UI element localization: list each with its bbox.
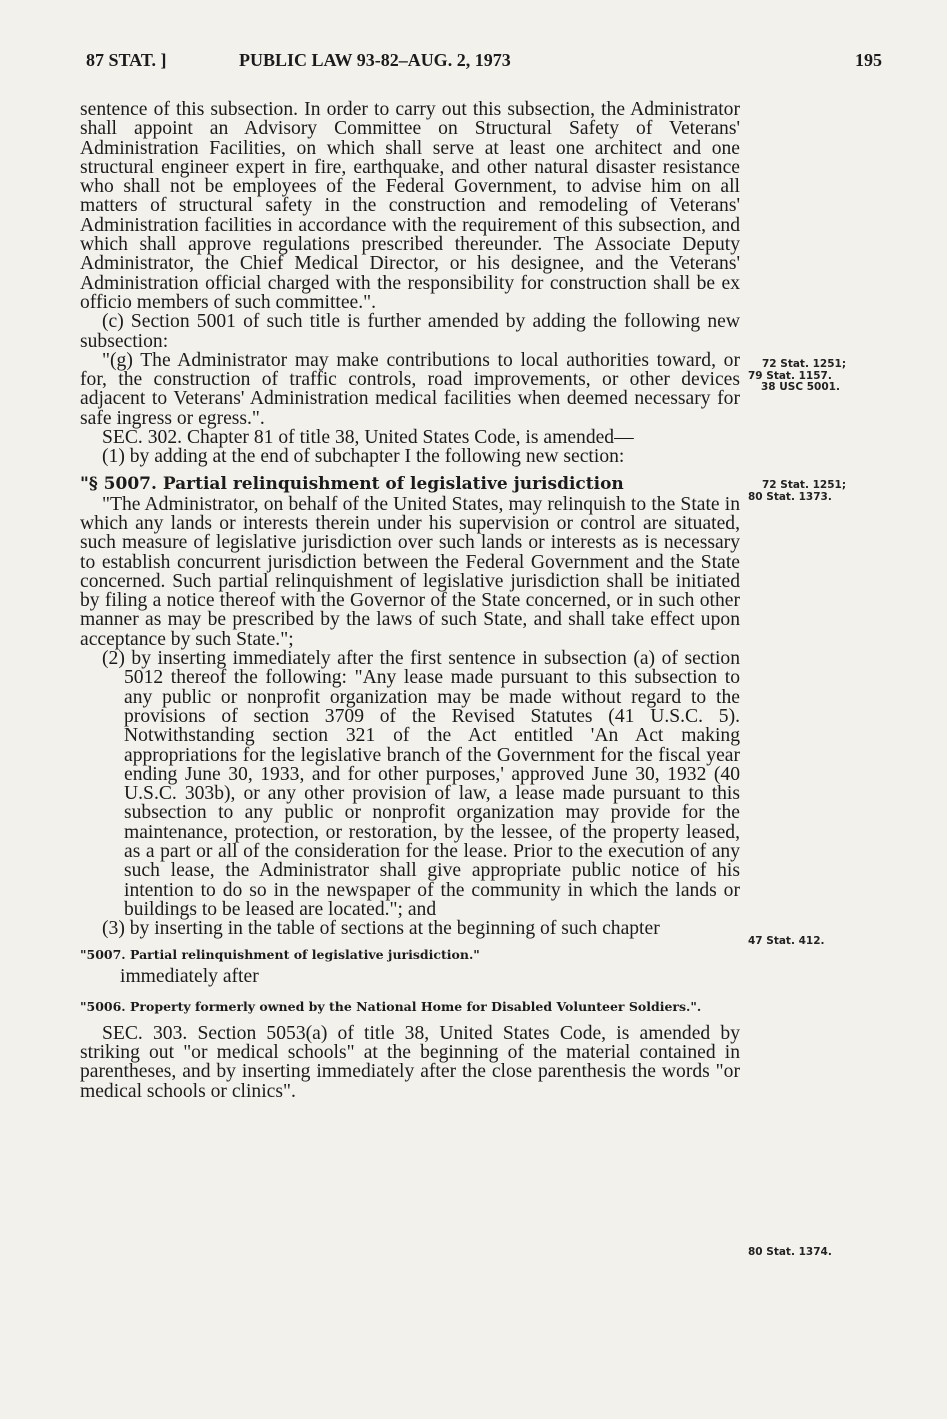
paragraph-sec-303 — [80, 1024, 740, 1101]
header-title: PUBLIC LAW 93-82–AUG. 2, 1973 — [239, 50, 511, 70]
sec-302-text: Chapter 81 of title 38, United States Code, is amended— — [186, 427, 634, 449]
paragraph-item-2: (2) by inserting immediately after the first sentence in subsection (a) of section 5012 thereof the following: "Any lease made pursuant to this subsection to any public or nonprofit organization may be made without regard to the provisions of section 3709 of the Revised Statutes (41 U.S.C. 5). Notwithstanding section 321 of the Act entitled 'An Act making appropriations for the legislative branch of the Government for the fiscal year ending June 30, 1933, and for other purposes,' approved June 30, 1932 (40 U.S.C. 303b), or any other provision of law, a lease made pursuant to this subsection to any public or nonprofit organization may provide for the maintenance, protection, or restoration, by the lessee, of the property leased, as a part or all of the consideration for the lease. Prior to the execution of any such lease, the Administrator shall give appropriate public notice of his intention to do so in the newspaper of the community in which the lands or buildings to be leased are located."; and — [102, 648, 740, 920]
margin-note-line: 80 Stat. 1373. — [748, 490, 832, 503]
margin-note-303: 80 Stat. 1374. — [748, 1246, 832, 1258]
sec-303-label: SEC. 303. — [102, 1022, 188, 1044]
sec-303-text: Section 5053(a) of title 38, United States Code, is amended by striking out "or medical schools" at the beginning of the material contained in parentheses, and by inserting immediately after the close parenthesis the words "or medical schools or clinics". — [80, 1022, 740, 1102]
header-stat: 87 STAT. ] — [86, 50, 167, 70]
margin-note-line: 38 USC 5001. — [761, 381, 840, 393]
body-text — [80, 100, 740, 1101]
toc-entry-5007: "5007. Partial relinquishment of legislative jurisdiction." — [80, 947, 480, 963]
paragraph-section-5007: "The Administrator, on behalf of the United States, may relinquish to the State in which any lands or interests therein under his supervision or control are situated, such measure of legislative jurisdiction over such lands or interests as is necessary to establish concurrent jurisdiction between the Federal Government and the State concerned. Such partial relinquishment of legislative jurisdiction shall be initiated by filing a notice thereof with the Governor of the State concerned, or in such other manner as may be prescribed by the laws of such State, and shall take effect upon acceptance by such State."; — [80, 493, 740, 650]
paragraph-subsection-g: "(g) The Administrator may make contributions to local authorities toward, or for, the construction of traffic controls, road improvements, or other devices adjacent to Veterans' Administration medical facilities when deemed necessary for safe ingress or egress.". — [80, 349, 740, 429]
paragraph-sec-302 — [80, 428, 740, 447]
running-header — [86, 50, 882, 76]
page-number: 195 — [855, 50, 882, 70]
paragraph-subsection-c: (c) Section 5001 of such title is further amended by adding the following new subsection: — [80, 311, 740, 352]
margin-note-line: 72 Stat. 1251; — [762, 479, 847, 491]
margin-note-5001 — [748, 359, 878, 394]
section-5007-heading: "§ 5007. Partial relinquishment of legislative jurisdiction — [80, 473, 624, 494]
paragraph-item-1: (1) by adding at the end of subchapter I the following new section: — [102, 446, 625, 468]
margin-note-47-stat: 47 Stat. 412. — [748, 935, 825, 947]
paragraph-committee: sentence of this subsection. In order to carry out this subsection, the Administrator shall appoint an Advisory Committee on Structural Safety of Veterans' Administration Facilities, on which shall serve at least one architect and one structural engineer expert in fire, earthquake, and other natural disaster resistance who shall not be employees of the Federal Government, to advise him on all matters of structural safety in the construction and remodeling of Veterans' Administration facilities in accordance with the requirement of this subsection, and which shall approve regulations prescribed thereunder. The Associate Deputy Administrator, the Chief Medical Director, or his designee, and the Veterans' Administration official charged with the responsibility for construction shall be ex officio members of such committee.". — [80, 99, 740, 313]
sec-302-label: SEC. 302. — [102, 427, 183, 449]
paragraph-item-3: (3) by inserting in the table of sections at the beginning of such chapter — [102, 918, 660, 940]
margin-note-302 — [748, 480, 878, 503]
bleed-through-text — [752, 168, 882, 179]
margin-note-line: 79 Stat. 1157. — [748, 369, 832, 382]
toc-entry-5006: "5006. Property formerly owned by the National Home for Disabled Volunteer Soldiers.". — [80, 998, 702, 1014]
paragraph-immediately-after: immediately after — [120, 966, 259, 988]
margin-note-line: 72 Stat. 1251; — [762, 358, 847, 370]
